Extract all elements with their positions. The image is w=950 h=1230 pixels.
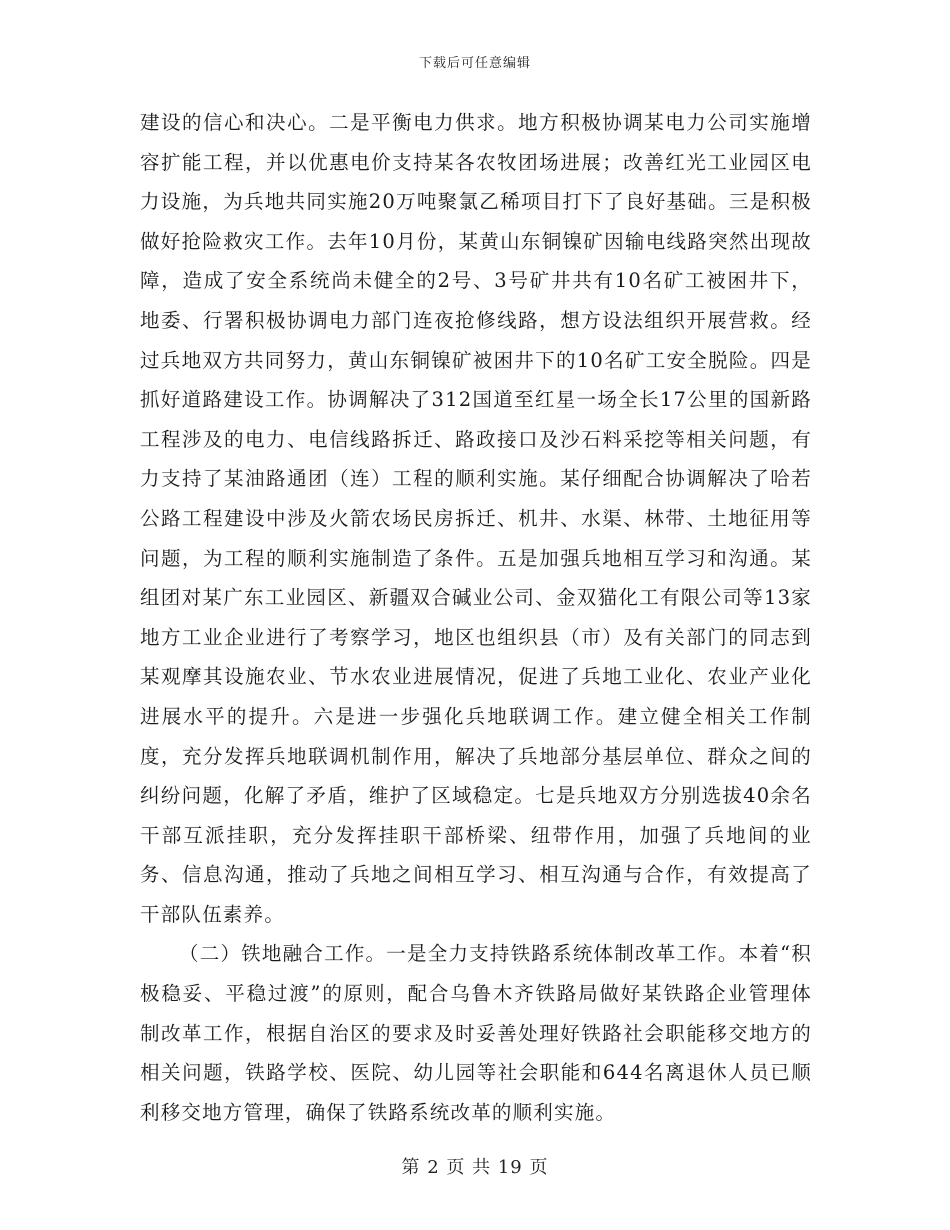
body-paragraph: （二）铁地融合工作。一是全力支持铁路系统体制改革工作。本着“积极稳妥、平稳过渡”的原则，配合乌鲁木齐铁路局做好某铁路企业管理体制改革工作，根据自治区的要求及时妥善处理好铁路社会职能移交地方的相关问题，铁路学校、医院、幼儿园等社会职能和644名离退休人员已顺利移交地方管理，确保了铁路系统改革的顺利实施。	[140, 942, 812, 1124]
page-header: 下载后可任意编辑	[418, 56, 531, 71]
document-body	[140, 103, 812, 1132]
page-number-label: 第 2 页 共 19 页	[401, 1157, 549, 1178]
page-number	[0, 1153, 950, 1179]
body-paragraph: 建设的信心和决心。二是平衡电力供求。地方积极协调某电力公司实施增容扩能工程，并以优惠电价支持某各农牧团场进展；改善红光工业园区电力设施，为兵地共同实施20万吨聚氯乙稀项目打下了良好基础。三是积极做好抢险救灾工作。去年10月份，某黄山东铜镍矿因输电线路突然出现故障，造成了安全系统尚未健全的2号、3号矿井共有10名矿工被困井下，地委、行署积极协调电力部门连夜抢修线路，想方设法组织开展营救。经过兵地双方共同努力，黄山东铜镍矿被困井下的10名矿工安全脱险。四是抓好道路建设工作。协调解决了312国道至红星一场全长17公里的国新路工程涉及的电力、电信线路拆迁、路政接口及沙石料采挖等相关问题，有力支持了某油路通团（连）工程的顺利实施。某仔细配合协调解决了哈若公路工程建设中涉及火箭农场民房拆迁、机井、水渠、林带、土地征用等问题，为工程的顺利实施制造了条件。五是加强兵地相互学习和沟通。某组团对某广东工业园区、新疆双合碱业公司、金双猫化工有限公司等13家地方工业企业进行了考察学习，地区也组织县（市）及有关部门的同志到某观摩其设施农业、节水农业进展情况，促进了兵地工业化、农业产业化进展水平的提升。六是进一步强化兵地联调工作。建立健全相关工作制度，充分发挥兵地联调机制作用，解决了兵地部分基层单位、群众之间的纠纷问题，化解了矛盾，维护了区域稳定。七是兵地双方分别选拔40余名干部互派挂职，充分发挥挂职干部桥梁、纽带作用，加强了兵地间的业务、信息沟通，推动了兵地之间相互学习、相互沟通与合作，有效提高了干部队伍素养。	[140, 111, 812, 926]
